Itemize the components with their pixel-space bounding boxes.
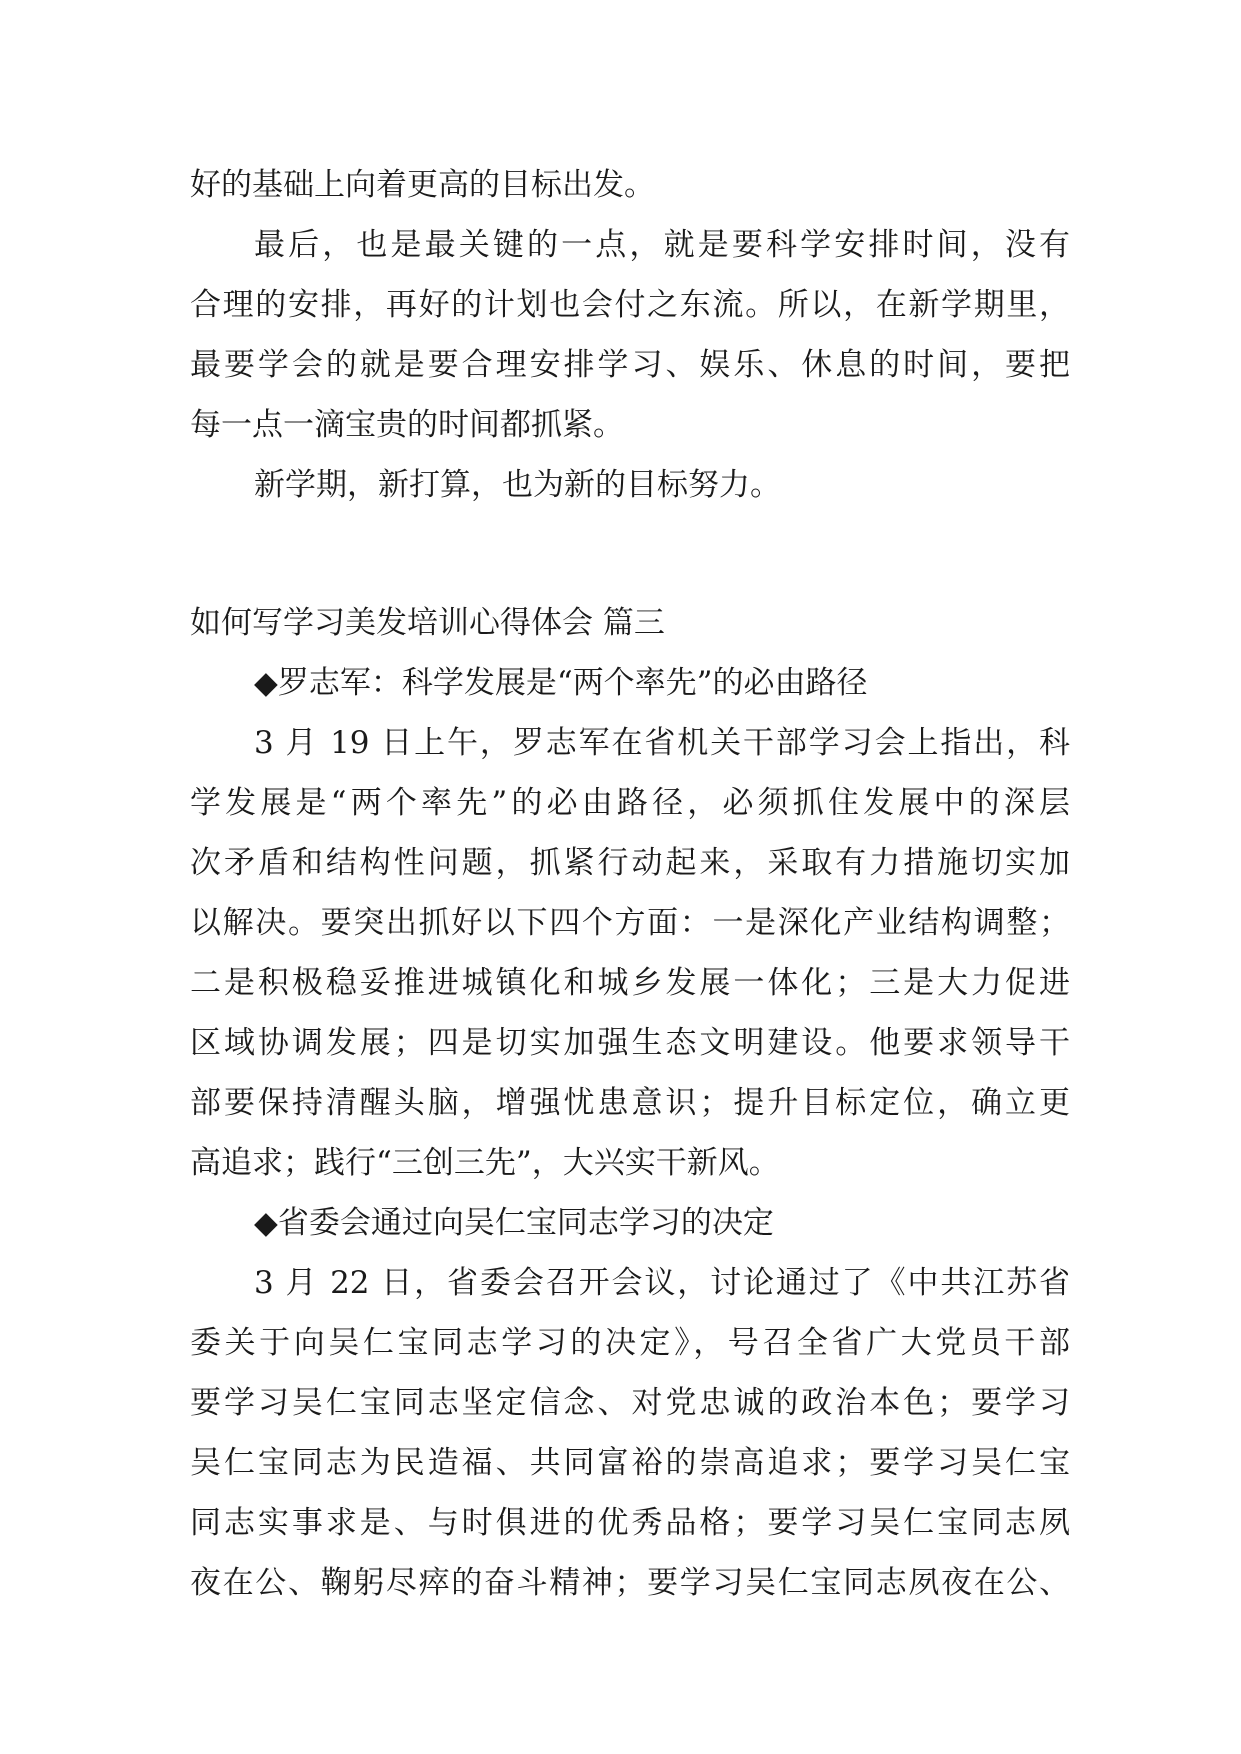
text-line: 新学期，新打算，也为新的目标努力。 [254,467,781,503]
text-line: 高追求；践行“三创三先”，大兴实干新风。 [190,1145,780,1181]
text-line: 次矛盾和结构性问题，抓紧行动起来，采取有力措施切实加 [190,845,1070,881]
text-line: 最要学会的就是要合理安排学习、娱乐、休息的时间，要把 [190,347,1070,383]
section-gap [190,515,1070,593]
text-line: 吴仁宝同志为民造福、共同富裕的崇高追求；要学习吴仁宝 [190,1445,1070,1481]
section-title: 如何写学习美发培训心得体会 篇三 [190,605,665,641]
text-line: 3 月 22 日，省委会召开会议，讨论通过了《中共江苏省 [254,1265,1070,1301]
text-line: 学发展是“两个率先”的必由路径，必须抓住发展中的深层 [190,785,1070,821]
text-line: 好的基础上向着更高的目标出发。 [190,167,655,203]
text-line: 区域协调发展；四是切实加强生态文明建设。他要求领导干 [190,1025,1070,1061]
text-line: 部要保持清醒头脑，增强忧患意识；提升目标定位，确立更 [190,1085,1070,1121]
text-line: 每一点一滴宝贵的时间都抓紧。 [190,407,624,443]
text-line: 夜在公、鞠躬尽瘁的奋斗精神；要学习吴仁宝同志夙夜在公、 [190,1565,1070,1601]
paragraph-group-bottom [190,653,1070,1613]
text-line: 最后，也是最关键的一点，就是要科学安排时间，没有 [254,227,1070,263]
text-line: ◆省委会通过向吴仁宝同志学习的决定 [254,1205,774,1241]
text-line: ◆罗志军：科学发展是“两个率先”的必由路径 [254,665,868,701]
text-line: 要学习吴仁宝同志坚定信念、对党忠诚的政治本色；要学习 [190,1385,1070,1421]
text-line: 以解决。要突出抓好以下四个方面：一是深化产业结构调整； [190,905,1070,941]
text-line: 合理的安排，再好的计划也会付之东流。所以，在新学期里， [190,287,1070,323]
document-body [190,155,1070,1613]
paragraph-group-top [190,155,1070,515]
text-line: 二是积极稳妥推进城镇化和城乡发展一体化；三是大力促进 [190,965,1070,1001]
text-line: 3 月 19 日上午，罗志军在省机关干部学习会上指出，科 [254,725,1070,761]
text-line: 委关于向吴仁宝同志学习的决定》，号召全省广大党员干部 [190,1325,1070,1361]
text-line: 同志实事求是、与时俱进的优秀品格；要学习吴仁宝同志夙 [190,1505,1070,1541]
